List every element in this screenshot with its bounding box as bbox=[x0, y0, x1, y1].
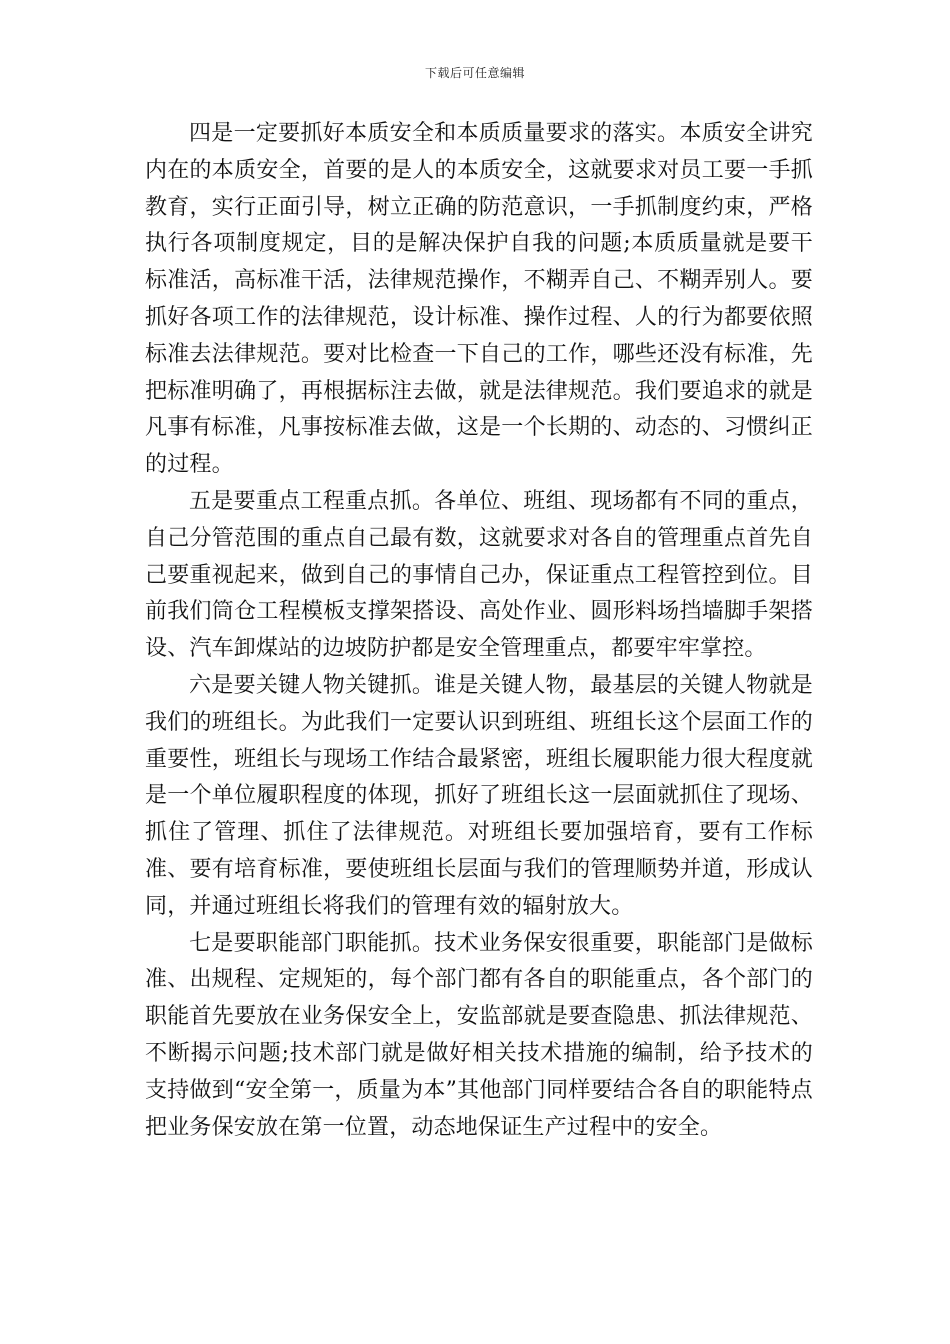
page-header: 下载后可任意编辑 bbox=[424, 66, 525, 80]
paragraph-4: 四是一定要抓好本质安全和本质质量要求的落实。本质安全讲究内在的本质安全，首要的是人的本质安全，这就要求对员工要一手抓教育，实行正面引导，树立正确的防范意识，一手抓制度约束，严格执行各项制度规定，目的是解决保护自我的问题;本质质量就是要干标准活，高标准干活，法律规范操作，不糊弄自己、不糊弄别人。要抓好各项工作的法律规范，设计标准、操作过程、人的行为都要依照标准去法律规范。要对比检查一下自己的工作，哪些还没有标准，先把标准明确了，再根据标注去做，就是法律规范。我们要追求的就是凡事有标准，凡事按标准去做，这是一个长期的、动态的、习惯纠正的过程。 bbox=[145, 121, 813, 478]
paragraph-7: 七是要职能部门职能抓。技术业务保安很重要，职能部门是做标准、出规程、定规矩的，每个部门都有各自的职能重点，各个部门的职能首先要放在业务保安全上，安监部就是要查隐患、抓法律规范、不断揭示问题;技术部门就是做好相关技术措施的编制，给予技术的支持做到“安全第一，质量为本”其他部门同样要结合各自的职能特点把业务保安放在第一位置，动态地保证生产过程中的安全。 bbox=[145, 930, 813, 1140]
paragraph-6: 六是要关键人物关键抓。谁是关键人物，最基层的关键人物就是我们的班组长。为此我们一定要认识到班组、班组长这个层面工作的重要性，班组长与现场工作结合最紧密，班组长履职能力很大程度就是一个单位履职程度的体现，抓好了班组长这一层面就抓住了现场、抓住了管理、抓住了法律规范。对班组长要加强培育，要有工作标准、要有培育标准，要使班组长层面与我们的管理顺势并道，形成认同，并通过班组长将我们的管理有效的辐射放大。 bbox=[145, 672, 813, 919]
paragraph-5: 五是要重点工程重点抓。各单位、班组、现场都有不同的重点，自己分管范围的重点自己最有数，这就要求对各自的管理重点首先自己要重视起来，做到自己的事情自己办，保证重点工程管控到位。目前我们筒仓工程模板支撑架搭设、高处作业、圆形料场挡墙脚手架搭设、汽车卸煤站的边坡防护都是安全管理重点，都要牢牢掌控。 bbox=[145, 488, 813, 662]
document-body bbox=[145, 116, 813, 1146]
